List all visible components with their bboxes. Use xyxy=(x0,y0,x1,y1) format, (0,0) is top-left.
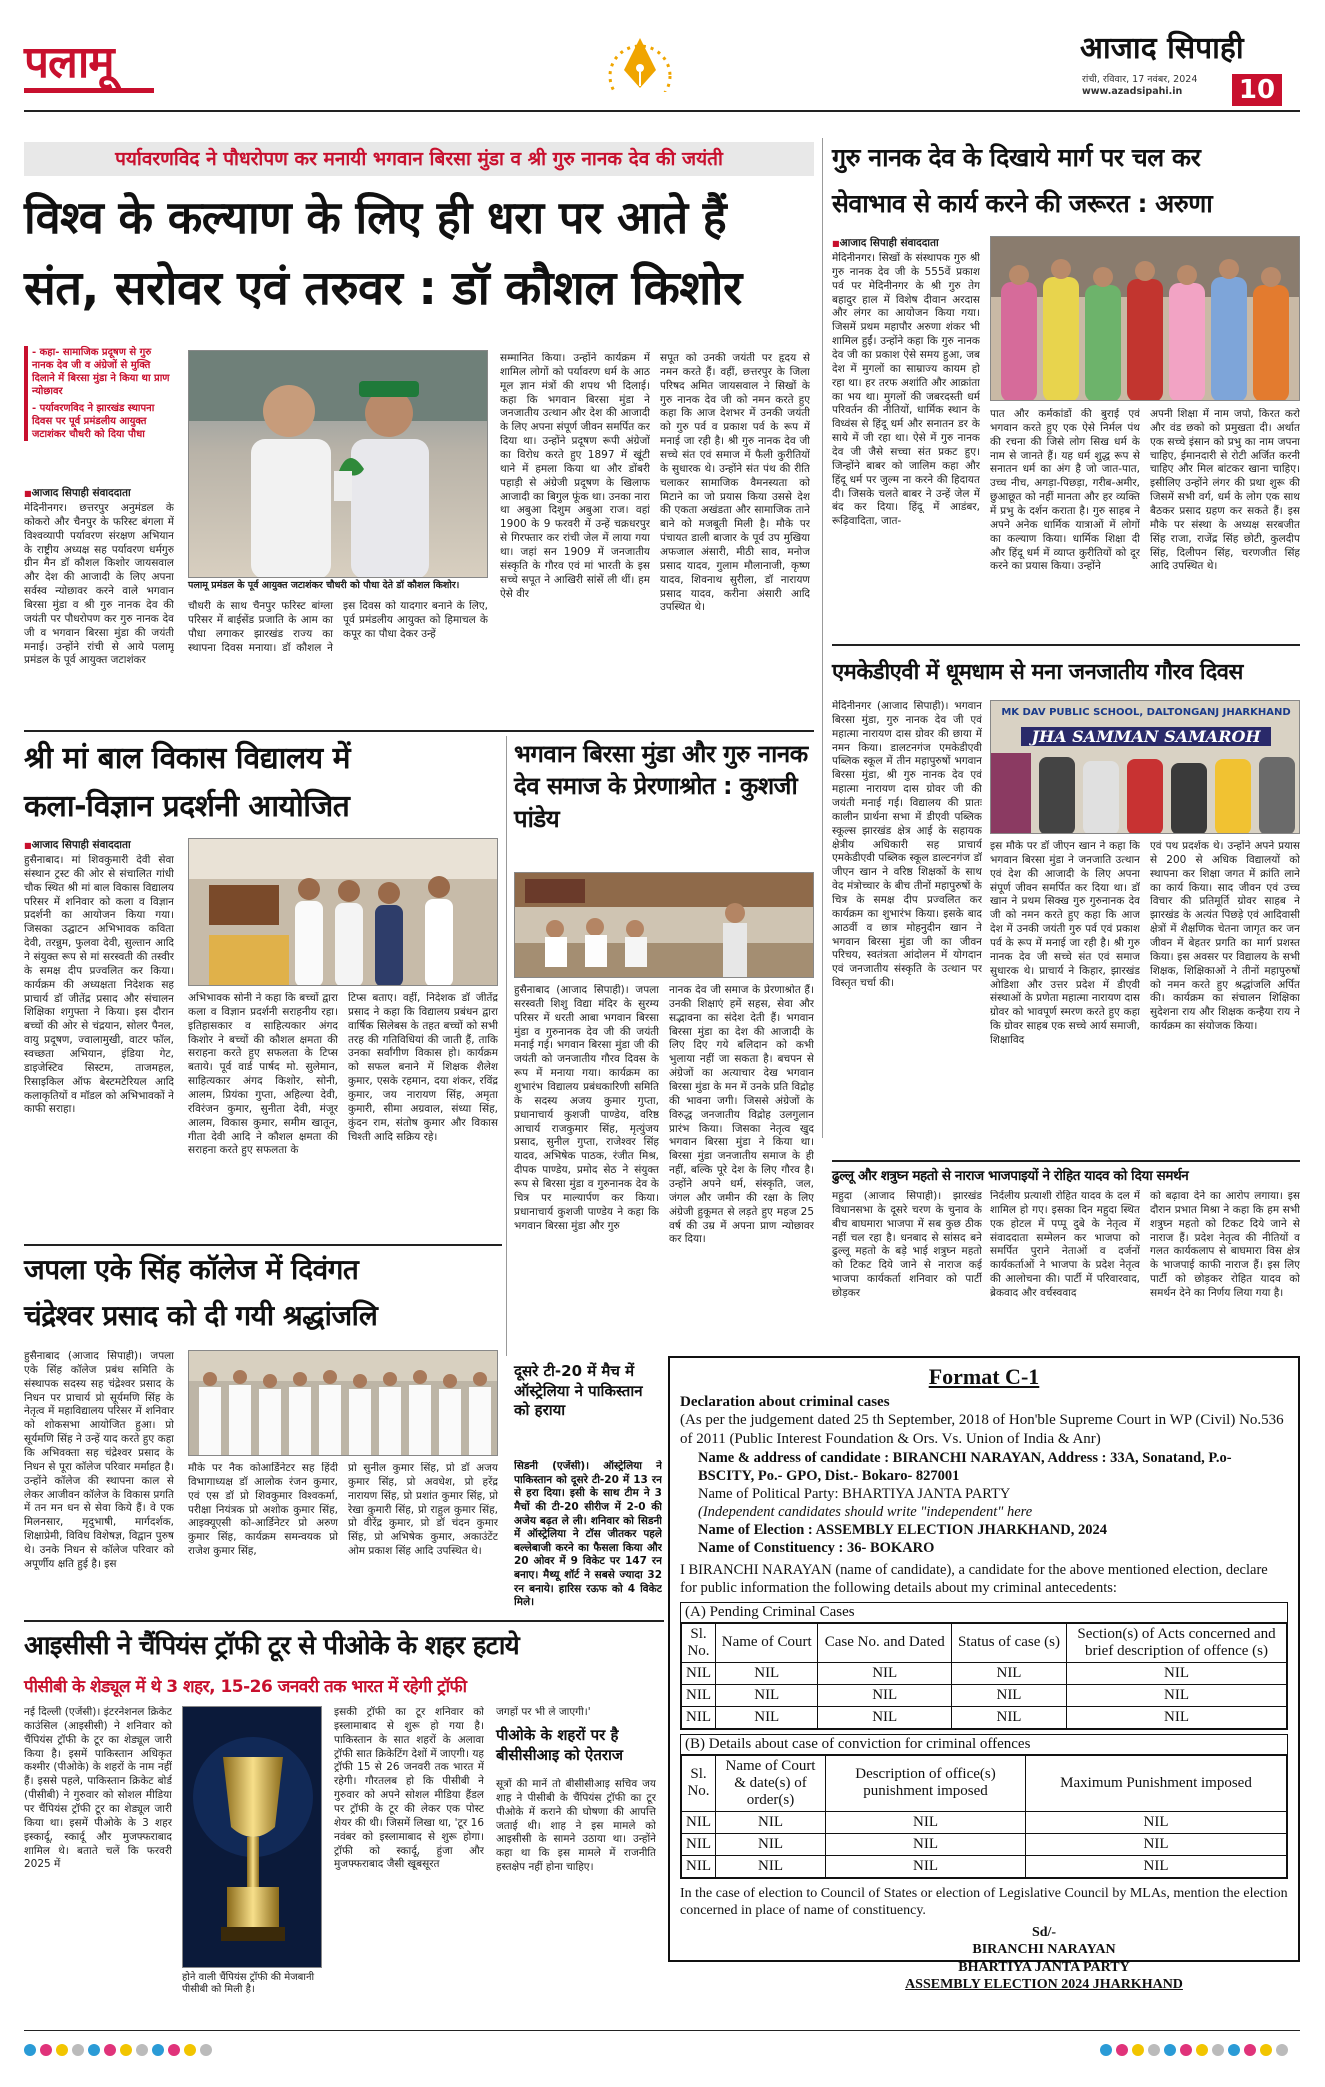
table-cell: NIL xyxy=(818,1662,952,1684)
masthead-rule xyxy=(24,110,1300,112)
politics-column-3: को बढ़ावा देने का आरोप लगाया। इस दौरान प्रभात मिश्रा ने कहा कि हम सभी शत्रुघ्न महतो को टिकट दिये जाने से नाराज हैं। प्रदेश नेतृत्व की नीतियों व गलत कार्यकलाप से बाघमारा विस क्षेत्र के भाजपाई काफी नाराज हैं। इस लिए पार्टी को छोड़कर रोहित यादव को समर्थन देने का निर्णय लिया गया है। xyxy=(1150,1190,1300,1300)
date-line: रांची, रविवार, 17 नवंबर, 2024 xyxy=(1082,74,1198,85)
website-link[interactable]: www.azadsipahi.in xyxy=(1082,86,1183,97)
registration-dot xyxy=(1276,2044,1288,2056)
lead-byline: ■ आजाद सिपाही संवाददाता xyxy=(24,486,174,500)
footer-note: In the case of election to Council of States or election of Legislative Council by MLAs, mention the election concerned in place of name of constituency. xyxy=(680,1885,1288,1918)
icc-headline: आइसीसी ने चैंपियंस ट्रॉफी टूर से पीओके के शहर हटाये xyxy=(24,1631,519,1661)
japla-column-2: मौके पर नैक कोआर्डिनेटर सह हिंदी विभागाध्यक्ष डॉ आलोक रंजन कुमार, एवं एस डॉ प्रो शिवकुमार विश्वकर्मा, परीक्षा नियंत्रक प्रो अशोक कुमार सिंह, आइक्यूएसी को-आर्डिनेटर प्रो अरुण कुमार सिंह, कार्यक्रम समन्वयक प्रो राजेश कुमार सिंह, xyxy=(188,1462,338,1558)
birsa-column-1: हुसैनाबाद (आजाद सिपाही)। जपला सरस्वती शिशु विद्या मंदिर के सुरम्य परिसर में धरती आबा भगवान बिरसा मुंडा व गुरुनानक देव जी की जयंती मनाई गई। भगवान बिरसा मुंडा जी की जयंती को जनजातीय गौरव दिवस के रूप में मनाया गया। कार्यक्रम का शुभारंभ विद्यालय प्रबंधकारिणी समिति के सदस्य अजय कुमार गुप्ता, प्रधानाचार्य कुशजी पाण्डेय, वरिष्ठ आचार्य राजकुमार सिंह, मृत्युंजय प्रसाद, सुनील गुप्ता, राजेश्वर सिंह यादव, अभिषेक पाठक, रंजीत मिश्र, दीपक पाण्डेय, प्रमोद सेठ ने संयुक्त रूप से बिरसा मुंडा व गुरुनानक देव के चित्र पर माल्यार्पण कर किया। प्रधानाचार्य कुशजी पाण्डेय ने कहा कि भगवान बिरसा मुंडा और गुरु xyxy=(514,984,659,1232)
footer-rule xyxy=(24,2030,1300,2031)
guru-photo xyxy=(990,236,1300,401)
school-column-1: हुसैनाबाद। मां शिवकुमारी देवी सेवा संस्थान ट्रस्ट की ओर से संचालित गांधी चौक स्थित श्री मां बाल विकास विद्यालय परिसर में शनिवार को कला व विज्ञान प्रदर्शनी का आयोजन किया गया। जिसका उद्घाटन अभिभावक कविता देवी, तरन्नुम, फुलवा देवी, सुल्तान आदि ने संयुक्त रूप से मां सरस्वती की तस्वीर के समक्ष दीप प्रज्वलित कर किया। कार्यक्रम की अध्यक्षता निदेशक सह प्राचार्य डॉ जीतेंद्र प्रसाद और संचालन शिक्षिका शगुफ्ता ने किया। इस दौरान बच्चों की ओर से चंद्रयान, सोलर पैनल, वायु प्रदूषण, ज्वालामुखी, वाटर फॉल, स्वच्छता अभियान, इंडिया गेट, डाइजेस्टिव सिस्टम, ताजमहल, रिसाइकिल ऑफ बेस्टमटेरियल आदि कलाकृतियों व मॉडल को अभिभावकों ने काफी सराहा। xyxy=(24,854,174,1116)
birsa-photo xyxy=(514,872,814,978)
table-a-header: Case No. and Dated xyxy=(818,1623,952,1662)
table-cell: NIL xyxy=(826,1833,1026,1855)
school-headline-line-2: कला-विज्ञान प्रदर्शनी आयोजित xyxy=(24,789,350,824)
table-cell: NIL xyxy=(951,1662,1066,1684)
school-byline: ■ आजाद सिपाही संवाददाता xyxy=(24,838,184,852)
registration-dot xyxy=(1132,2044,1144,2056)
table-cell: NIL xyxy=(818,1684,952,1706)
table-cell: NIL xyxy=(682,1855,716,1877)
table-cell: NIL xyxy=(682,1811,716,1833)
trophy-photo xyxy=(182,1706,322,1968)
mid-divider-left xyxy=(24,730,814,732)
politics-column-2: निर्दलीय प्रत्याशी रोहित यादव के दल में शामिल हो गए। इसका दिन महुदा स्थित एक होटल में पप्पू दुबे के नेतृत्व में संवाददाता सम्मेलन कर भाजपा को समर्पित पुराने नेताओं व दर्जनों कार्यकर्ताओं ने भाजपा के प्रदेश नेतृत्व की आलोचना की। पार्टी में परिवारवाद, ब्रेकवाद और वर्चस्ववाद xyxy=(990,1190,1140,1300)
icc-column-2: इसकी ट्रॉफी का टूर शनिवार को इस्लामाबाद से शुरू हो गया है। पाकिस्तान के सात शहरों के अलावा ट्रॉफी सात क्रिकेटिंग देशों में जाएगी। यह ट्रॉफी 15 से 26 जनवरी तक भारत में रहेगी। गौरतलब हो कि पीसीबी ने गुरुवार को अपने सोशल मीडिया हैंडल पर ट्रॉफी के टूर की लेकर एक पोस्ट शेयर की थी। जिसमें लिखा था, 'टूर 16 नवंबर को इस्लामाबाद से शुरू होगा। ट्रॉफी को स्कार्दू, हुंजा और मुजफ्फराबाद जैसी खूबसूरत xyxy=(334,1706,484,1871)
icc-column-3: सूत्रों की मानें तो बीसीसीआइ सचिव जय शाह ने पीसीबी के चैंपियंस ट्रॉफी का टूर पीओके में कराने की घोषणा की आपत्ति जताई थी। शाह ने इस मामले को आइसीसी के सामने उठाया था। उन्होंने कहा था कि इस मामले में राजनीति हस्तक्षेप नहीं होना चाहिए। xyxy=(496,1778,656,1874)
adivasi-column-1: मेदिनीनगर (आजाद सिपाही)। भगवान बिरसा मुंडा, गुरु नानक देव जी एवं महात्मा नारायण दास ग्रोवर की छाया में नमन किया। डालटनगंज एमकेडीएवी पब्लिक स्कूल में तीन महापुरुषों भगवान बिरसा मुंडा, श्री गुरु नानक देव एवं महात्मा नारायण दास ग्रोवर जी की जयंती मनाई गई। विद्यालय की प्रातः कालीन प्रार्थना सभा में डीएवी पब्लिक स्कूल्स झारखंड क्षेत्र आई के सहायक क्षेत्रीय अधिकारी सह प्राचार्य एमकेडीएवी पब्लिक स्कूल डाल्टनगंज डॉ जीएन खान ने वरिष्ठ शिक्षकों के साथ वेद मंत्रोच्चार के बीच तीनों महापुरुषों के चित्र के समक्ष दीप प्रज्वलित कर कार्यक्रम का शुभारंभ किया। इसके बाद आठवीं व छात्र मोहनुदीन खान ने भगवान बिरसा मुंडा जी का जीवन परिचय, स्वतंत्रता आंदोलन में योगदान एवं जनजातीय संस्कृति के उत्थान पर विस्तृत चर्चा की। xyxy=(832,700,982,990)
school-headline-line-1: श्री मां बाल विकास विद्यालय में xyxy=(24,741,351,776)
table-cell: NIL xyxy=(716,1662,818,1684)
lead-headline-line-2: संत, सरोवर एवं तरुवर : डॉ कौशल किशोर xyxy=(24,261,742,316)
registration-dot xyxy=(1244,2044,1256,2056)
registration-dot xyxy=(56,2044,68,2056)
japla-photo xyxy=(188,1350,498,1456)
table-row xyxy=(682,1706,1287,1728)
signature-name: BIRANCHI NARAYAN xyxy=(972,1942,1116,1957)
pen-nib-logo xyxy=(600,30,680,92)
registration-dot xyxy=(24,2044,36,2056)
note-line: (Independent candidates should write "independent" here xyxy=(698,1503,1033,1520)
table-cell: NIL xyxy=(1026,1855,1287,1877)
registration-dot xyxy=(120,2044,132,2056)
table-row xyxy=(682,1855,1287,1877)
lead-column-1: मेदिनीनगर। छत्तरपुर अनुमंडल के कोकरो और चैनपुर के फरिस्ट बंगला में विश्वव्यापी पर्यावरण संरक्षण अभियान के राष्ट्रीय अध्यक्ष सह पर्यावरण धर्मगुरु ग्रीन मैन डॉ कौशल किशोर जायसवाल और देश की आजादी के लिए अपना सर्वस्व न्योछावर करने वाले भगवान बिरसा मुंडा व श्री गुरु नानक देव की जयंती पर पौधरोपण कर गुरु नानक देव जी व भगवान बिरसा मुंडा की जयंती मनाई। उन्होंने रांची से आये पलामू प्रमंडल के पूर्व आयुक्त जटाशंकर xyxy=(24,502,174,667)
table-cell: NIL xyxy=(682,1833,716,1855)
table-cell: NIL xyxy=(716,1855,826,1877)
table-row xyxy=(682,1684,1287,1706)
format-title: Format C-1 xyxy=(928,1364,1040,1389)
lead-bullets xyxy=(24,346,172,441)
birsa-column-2: नानक देव जी समाज के प्रेरणाश्रोत हैं। उनकी शिक्षाएं हमें सहस, सेवा और सद्भावना का संदेश देती हैं। भगवान बिरसा मुंडा का देश की आजादी के लिए दिए गये बलिदान को कभी भुलाया नहीं जा सकता है। बचपन से अंग्रेजों का अत्याचार देख भगवान बिरसा मुंडा के मन में उनके प्रति विद्रोह की भावना जगी। जिससे अंग्रेजों के विरुद्ध जनजातीय विद्रोह उलगुलान प्रारंभ किया। जिसका नेतृत्व खुद भगवान बिरसा मुंडा ने किया था। बिरसा मुंडा जनजातीय समाज के ही नहीं, बल्कि पूरे देश के लिए गौरव है। उन्होंने अपने धर्म, संस्कृति, जल, जंगल और जमीन की रक्षा के लिए अंग्रेजी हुकूमत से लड़ते हुए महज 25 वर्ष की उम्र में अपना प्राण न्योछावर कर दिया। xyxy=(669,984,814,1246)
registration-dot xyxy=(152,2044,164,2056)
signature-sd: Sd/- xyxy=(1031,1924,1057,1940)
registration-dot xyxy=(168,2044,180,2056)
table-cell: NIL xyxy=(1026,1811,1287,1833)
table-b-header: Sl. No. xyxy=(682,1755,716,1811)
cricket-headline: दूसरे टी-20 में मैच में ऑस्ट्रेलिया ने पाकिस्तान को हराया xyxy=(514,1362,643,1419)
adivasi-column-2: इस मौके पर डॉ जीएन खान ने कहा कि भगवान बिरसा मुंडा ने जनजाति उत्थान एवं देश की आजादी के लिए अपना संपूर्ण जीवन समर्पित कर दिया था। डॉ खान ने प्रथम सिक्ख गुरु गुरुनानक देव जी को नमन करते हुए कहा कि आज देश में उनकी जयंती गुरु पर्व एवं प्रकाश पर्व के रूप में मनाई जा रही है। श्री गुरु नानक देव जी सच्चे संत एवं समाज सुधारक थे। प्राचार्य ने किहार, झारखंड ओडिशा और उत्तर प्रदेश में डीएवी संस्थाओं के प्रणेता महात्मा नारायण दास ग्रोवर को भावपूर्ण स्मरण करते हुए कहा कि ग्रोवर साहब एक सच्चे आर्य समाजी, शिक्षाविद xyxy=(990,840,1140,1047)
japla-headline-line-2: चंद्रेश्वर प्रसाद को दी गयी श्रद्धांजलि xyxy=(24,1299,378,1332)
registration-dot xyxy=(1180,2044,1192,2056)
cricket-body: सिडनी (एजेंसी)। ऑस्ट्रेलिया ने पाकिस्तान को दूसरे टी-20 में 13 रन से हरा दिया। इसी के साथ टीम ने 3 मैचों की टी-20 सीरीज में 2-0 की अजेय बढ़त ले ली। शनिवार को सिडनी में ऑस्ट्रेलिया ने टॉस जीतकर पहले बल्लेबाजी करने का फैसला किया और 20 ओवर में 9 विकेट पर 147 रन बनाए। मैथ्यू शॉर्ट ने सबसे ज्यादा 32 रन बनाये। हारिस रऊफ को 4 विकेट मिले। xyxy=(514,1460,662,1609)
registration-dot xyxy=(104,2044,116,2056)
icc-column-1: नई दिल्ली (एजेंसी)। इंटरनेशनल क्रिकेट काउंसिल (आइसीसी) ने शनिवार को चैंपियंस ट्रॉफी के टूर का शेड्यूल जारी किया है। इसमें पाकिस्तान अधिकृत कश्मीर (पीओके) के शहरों के नाम नहीं हैं। इससे पहले, पाकिस्तान क्रिकेट बोर्ड (पीसीबी) ने गुरुवार को सोशल मीडिया पर चैंपियंस ट्रॉफी टूर का शेड्यूल जारी किया था। इसमें पीओके के 3 शहर इस्कार्दू, स्कार्दू और मुजफ्फराबाद शामिल थे। बताते चलें कि फरवरी 2025 में xyxy=(24,1706,172,1871)
registration-dot xyxy=(1100,2044,1112,2056)
icc-subhead: पीसीबी के शेड्यूल में थे 3 शहर, 15-26 जनवरी तक भारत में रहेगी ट्रॉफी xyxy=(24,1677,467,1697)
signature-party: BHARTIYA JANTA PARTY xyxy=(958,1959,1130,1975)
registration-dot xyxy=(1260,2044,1272,2056)
lead-headline-line-1: विश्व के कल्याण के लिए ही धरा पर आते हैं xyxy=(24,191,727,244)
icc-column-3-top: जगहों पर भी ले जाएगी।' xyxy=(496,1706,591,1718)
guru-byline: ■ आजाद सिपाही संवाददाता xyxy=(832,236,982,250)
registration-dot xyxy=(136,2044,148,2056)
guru-column-1: मेदिनीनगर। सिखों के संस्थापक गुरु श्री गुरु नानक देव जी के 555वें प्रकाश पर्व पर मेदिनीनगर के श्री गुरु तेग बहादुर हाल में विशेष दीवान अरदास और लंगर का आयोजन किया गया। जिसमें प्रथम महापौर अरुणा शंकर भी शामिल हुईं। उन्होंने कहा कि गुरु नानक देव जी का प्रकाश ऐसे समय हुआ, जब देश में मुगलों का साम्राज्य कायम हो रहा था। हर तरफ अशांति और आक्रांता का भय था। मुगलों की जबरदस्ती धर्म परिवर्तन की नीतियों, धार्मिक स्थान के विध्वंस से हिंदू धर्म और सनातन डर के साये में जी रहा था। ऐसे में गुरु नानक देव जी जैसे सच्चा संत प्रकट हुए। जिन्होंने बाबर को जालिम कहा और हिंदू धर्म पर जुल्म ना करने की हिदायत दी। जिसके चलते बाबर ने उन्हें जेल में बंद कर दिया। हिंदू में आडंबर, रूढ़िवादिता, जात- xyxy=(832,252,980,528)
table-cell: NIL xyxy=(716,1684,818,1706)
registration-dot xyxy=(1148,2044,1160,2056)
table-cell: NIL xyxy=(1067,1706,1287,1728)
table-cell: NIL xyxy=(716,1811,826,1833)
registration-dot xyxy=(184,2044,196,2056)
right-divider-1 xyxy=(832,644,1300,646)
section-title: पलामू xyxy=(24,37,114,88)
table-cell: NIL xyxy=(951,1684,1066,1706)
registration-dot xyxy=(1228,2044,1240,2056)
registration-dot xyxy=(88,2044,100,2056)
lead-photo-caption: पलामू प्रमंडल के पूर्व आयुक्त जटाशंकर चौधरी को पौधा देते डॉ कौशल किशोर। xyxy=(188,580,460,591)
right-divider-2 xyxy=(832,1160,1300,1162)
table-cell: NIL xyxy=(716,1833,826,1855)
section-underline xyxy=(24,88,154,93)
registration-dot xyxy=(1164,2044,1176,2056)
declaration-intro: (As per the judgement dated 25 th September, 2018 of Hon'ble Supreme Court in WP (Civil) No.536 of 2011 (Public Interest Foundation & Ors. Vs. Union of India & Anr) xyxy=(680,1412,1284,1447)
adivasi-headline: एमकेडीएवी में धूमधाम से मना जनजातीय गौरव दिवस xyxy=(832,660,1243,685)
table-cell: NIL xyxy=(1067,1662,1287,1684)
registration-dot xyxy=(1116,2044,1128,2056)
table-cell: NIL xyxy=(826,1855,1026,1877)
footer-dots-right xyxy=(1100,2044,1300,2058)
table-a-header: Status of case (s) xyxy=(951,1623,1066,1662)
adivasi-photo xyxy=(990,700,1300,834)
adivasi-column-3: एवं पथ प्रदर्शक थे। उन्होंने अपने प्रयास से 200 से अधिक विद्यालयों को स्थापना कर शिक्षा जगत में क्रांति लाने का कार्य किया। साद जीवन एवं उच्च विचार की प्रतिमूर्ति ग्रोवर साहब ने झारखंड के अत्यंत पिछड़े एवं आदिवासी क्षेत्रों में शैक्षणिक चेतना जागृत कर जन जीवन में बेहतर प्रगति का मार्ग प्रशस्त किया। इस अवसर पर विद्यालय के सभी शिक्षक, शिक्षिकाओं ने तीनों महापुरुषों को नमन करते हुए श्रद्धांजलि अर्पित की। कार्यक्रम का संचालन शिक्षिका सुदेशना राय और शिक्षक कन्हैया राय ने कार्यक्रम का संयोजक किया। xyxy=(1150,840,1300,1033)
footer-dots-left xyxy=(24,2044,224,2058)
signature-election: ASSEMBLY ELECTION 2024 JHARKHAND xyxy=(905,1977,1183,1992)
vertical-divider xyxy=(822,138,823,1138)
lead-photo xyxy=(188,350,488,578)
table-cell: NIL xyxy=(1026,1833,1287,1855)
constituency-line: Name of Constituency : 36- BOKARO xyxy=(698,1540,935,1557)
table-a-header: Section(s) of Acts concerned and brief description of offence (s) xyxy=(1067,1623,1287,1662)
table-cell: NIL xyxy=(826,1811,1026,1833)
banner-title: MK DAV PUBLIC SCHOOL, DALTONGANJ JHARKHAND xyxy=(1001,707,1291,718)
page-number: 10 xyxy=(1232,74,1282,106)
trophy-photo-caption: होने वाली चैंपियंस ट्रॉफी की मेजबानी पीसीबी को मिली है। xyxy=(182,1972,315,1995)
party-line: Name of Political Party: BHARTIYA JANTA PARTY xyxy=(698,1485,1011,1502)
statement: I BIRANCHI NARAYAN (name of candidate), a candidate for the above mentioned election, declare for public information the following details about my criminal antecedents: xyxy=(680,1562,1268,1597)
format-c1-box xyxy=(668,1356,1300,1992)
school-column-2: अभिभावक सोनी ने कहा कि बच्चों द्वारा कला व विज्ञान प्रदर्शनी सराहनीय रहा। इतिहासकार व साहित्यकार अंगद किशोर ने बच्चों की कौशल क्षमता की सराहना करते हुए सफलता के टिप्स बताये। पूर्व वार्ड पार्षद मो. सुलेमान, साहित्यकार अंगद किशोर, सोनी, आलम, प्रियंका गुप्ता, अहिल्या देवी, रविरंजन कुमार, सुनीता देवी, मंजूर आलम, विकास कुमार, समीम खातून, गीता देवी आदि ने कौशल क्षमता की सराहना करते हुए सफलता के xyxy=(188,992,338,1157)
guru-headline-line-1: गुरु नानक देव के दिखाये मार्ग पर चल कर xyxy=(832,143,1201,172)
registration-dot xyxy=(40,2044,52,2056)
paper-name: आजाद सिपाही xyxy=(1080,31,1244,66)
table-a-header: Name of Court xyxy=(716,1623,818,1662)
table-cell: NIL xyxy=(682,1706,716,1728)
registration-dot xyxy=(200,2044,212,2056)
table-cell: NIL xyxy=(716,1706,818,1728)
section-a-title: (A) Pending Criminal Cases xyxy=(681,1603,1287,1623)
table-b-header: Description of office(s) punishment imposed xyxy=(826,1755,1026,1811)
lead-kicker: पर्यावरणविद ने पौधरोपण कर मनायी भगवान बिरसा मुंडा व श्री गुरु नानक देव की जयंती xyxy=(24,142,814,176)
registration-dot xyxy=(72,2044,84,2056)
registration-dot xyxy=(1212,2044,1224,2056)
candidate-line: Name & address of candidate : BIRANCHI NARAYAN, Address : 33A, Sonatand, P.o- BSCITY, Po.- GPO, Dist.- Bokaro- 827001 xyxy=(698,1449,1232,1484)
table-cell: NIL xyxy=(818,1706,952,1728)
conviction-table xyxy=(681,1755,1287,1878)
japla-column-1: हुसैनाबाद (आजाद सिपाही)। जपला एके सिंह कॉलेज प्रबंध समिति के संस्थापक सदस्य सह चंद्रेश्वर प्रसाद के निधन पर प्राचार्य प्रो सूर्यमणि सिंह के नेतृत्व में महाविद्यालय परिसर में शनिवार को शोकसभा आयोजित हुआ। प्रो सूर्यमणि सिंह ने उन्हें याद करते हुए कहा कि अभिवक्ता सह चंद्रेश्वर प्रसाद के निधन से पूरा कॉलेज परिवार मर्माहत है। उन्होंने कॉलेज की स्थापना काल से लेकर आजीवन कॉलेज के विकास प्रगति में तन मन धन से सेवा किये हैं। वे एक मिलनसार, मृदुभाषी, मार्गदर्शक, शिक्षाप्रेमी, विविध विशेषज्ञ, विद्वान पुरुष थे। उनके निधन से कॉलेज परिवार को अपूर्णीय क्षति हुई है। इस xyxy=(24,1350,174,1570)
icc-column-3-subhead: पीओके के शहरों पर है बीसीसीआइ को ऐतराज xyxy=(496,1726,624,1764)
banner-subtitle: JHA SAMMAN SAMAROH xyxy=(1021,727,1271,746)
registration-dot xyxy=(1196,2044,1208,2056)
table-cell: NIL xyxy=(682,1684,716,1706)
guru-headline-line-2: सेवाभाव से कार्य करने की जरूरत : अरुणा xyxy=(832,189,1213,218)
table-b-header: Maximum Punishment imposed xyxy=(1026,1755,1287,1811)
lead-column-3: सम्मानित किया। उन्होंने कार्यक्रम में शामिल लोगों को पर्यावरण धर्म के आठ मूल ज्ञान मंत्रों की शपथ भी दिलाई। कहा कि भगवान बिरसा मुंडा ने जनजातीय उत्थान और देश की आजादी के लिए अपना संपूर्ण जीवन समर्पित कर दिया था। उन्होंने प्रदूषण रूपी अंग्रेजों का विरोध करते हुए 1897 में खूंटी थाने में हमला किया था और डोंबरी पहाड़ी से अंग्रेजी प्रदूषण के खिलाफ आजादी का बिगुल फूंक था। उनका नारा था अबुआ दिशुम अबुआ राज। वहां 1900 के 9 फरवरी में उन्हें चक्रधरपुर से गिरफ्तार कर रांची जेल में लाया गया था। जहां सन 1909 में जनजातीय संस्कृति के गौरव एवं मां भारती के इस सच्चे सपूत ने आखिरी सांसें ली थीं। हम ऐसे वीर xyxy=(500,352,650,600)
school-photo xyxy=(188,838,498,986)
birsa-divider xyxy=(506,736,507,1356)
table-cell: NIL xyxy=(951,1706,1066,1728)
pending-cases-table xyxy=(681,1623,1287,1729)
japla-headline-line-1: जपला एके सिंह कॉलेज में दिवंगत xyxy=(24,1253,359,1286)
politics-column-1: महुदा (आजाद सिपाही)। झारखंड विधानसभा के दूसरे चरण के चुनाव के बीच बाघमारा भाजपा में सब कुछ ठीक नहीं चल रहा है। धनबाद से सांसद बने ढुल्लू महतो के बड़े भाई शत्रुघ्न महतो को टिकट दिये जाने से नाराज कई भाजपा कार्यकर्ता शनिवार को पार्टी छोड़कर xyxy=(832,1190,982,1300)
school-column-3: टिप्स बताए। वहीं, निदेशक डॉ जीतेंद्र प्रसाद ने कहा कि विद्यालय प्रबंधन द्वारा वार्षिक सिलेबस के तहत बच्चों को सभी तरह की गतिविधियां की जाती हैं, ताकि उनका सर्वांगीण विकास हो। कार्यक्रम को सफल बनाने में शिक्षक शैलेश कुमार, एसके रहमान, दया शंकर, रविंद्र कुमार, जय नारायण सिंह, अमृता कुमारी, सीमा अग्रवाल, संध्या सिंह, कुंदन राम, संतोष कुमार और विकास चिश्ती आदि सक्रिय रहे। xyxy=(348,992,498,1143)
lead-bullet-1: - कहा- सामाजिक प्रदूषण से गुरु नानक देव जी व अंग्रेजों से मुक्ति दिलाने में बिरसा मुंडा ने किया था प्राण न्योछावर xyxy=(32,347,170,397)
table-cell: NIL xyxy=(1067,1684,1287,1706)
table-row xyxy=(682,1662,1287,1684)
table-row xyxy=(682,1811,1287,1833)
table-cell: NIL xyxy=(682,1662,716,1684)
lead-column-2: चौधरी के साथ चैनपुर फरिस्ट बांग्ला परिसर में बाईसेंड प्रजाति के आम का पौधा लगाकर झारखंड राज्य का स्थापना दिवस मनाया। डॉ कौशल ने इस दिवस को यादगार बनाने के लिए, पूर्व प्रमंडलीय आयुक्त को हिमाचल के कपूर का पौधा देकर उन्हें xyxy=(188,600,488,654)
japla-column-3: प्रो सुनील कुमार सिंह, प्रो डॉ अजय कुमार सिंह, प्रो अवधेश, प्रो हरेंद्र नारायण सिंह, प्रो प्रशांत कुमार सिंह, प्रो रेखा कुमारी सिंह, प्रो राहुल कुमार सिंह, प्रो वीरेंद्र कुमार, प्रो डॉ चंदन कुमार सिंह, प्रो अभिषेक कुमार, अकाउंटेंट ओम प्रकाश सिंह आदि उपस्थित थे। xyxy=(348,1462,498,1558)
lead-bullet-2: - पर्यावरणविद ने झारखंड स्थापना दिवस पर पूर्व प्रमंडलीय आयुक्त जटाशंकर चौधरी को दिया पौधा xyxy=(32,403,155,440)
table-b-header: Name of Court & date(s) of order(s) xyxy=(716,1755,826,1811)
declaration-title: Declaration about criminal cases xyxy=(680,1394,890,1410)
section-b-title: (B) Details about case of conviction for criminal offences xyxy=(681,1735,1287,1755)
birsa-headline: भगवान बिरसा मुंडा और गुरु नानक देव समाज के प्रेरणाश्रोत : कुशजी पांडेय xyxy=(514,740,808,833)
guru-column-3: अपनी शिक्षा में नाम जपो, किरत करो और वंड छको को प्रमुखता दी। अर्थात एक सच्चे इंसान को प्रभु का नाम जपना चाहिए, ईमानदारी से रोटी अर्जित करनी चाहिए और मिल बांटकर खाना चाहिए। इसीलिए उन्होंने लंगर की प्रथा शुरू की जिसमें सभी वर्ग, धर्म के लोग एक साथ बैठकर प्रसाद ग्रहण कर सकते हैं। इस मौके पर संस्था के अध्यक्ष सरबजीत सिंह राजा, राजेंद्र सिंह छोटी, कुलदीप सिंह, दिलीपन सिंह, चरणजीत सिंह आदि उपस्थित थे। xyxy=(1150,408,1300,573)
guru-column-2: पात और कर्मकांडों की बुराई एवं भगवान करते हुए एक ऐसे निर्मल पंथ की रचना की जिसे लोग सिख धर्म के नाम से जानते हैं। यह धर्म शुद्ध रूप से सनातन धर्म का अंग है जो जात-पात, उच्च नीच, अगड़ा-पिछड़ा, गरीब-अमीर, छुआछूत को नहीं मानता और हर व्यक्ति में प्रभु के दर्शन कराता है। गुरु साहब ने अपने अनेक धार्मिक यात्राओं में लोगों का कल्याण किया। धार्मिक शिक्षा दी और हिंदू धर्म में व्याप्त कुरीतियों को दूर करने का प्रयास किया। उन्होंने xyxy=(990,408,1140,573)
election-line: Name of Election : ASSEMBLY ELECTION JHARKHAND, 2024 xyxy=(698,1522,1107,1538)
icc-top-rule xyxy=(24,1620,664,1622)
table-row xyxy=(682,1833,1287,1855)
politics-headline: ढुल्लू और शत्रुघ्न महतो से नाराज भाजपाइयों ने रोहित यादव को दिया समर्थन xyxy=(832,1168,1189,1184)
table-a-header: Sl. No. xyxy=(682,1623,716,1662)
lead-column-4: सपूत को उनकी जयंती पर हृदय से नमन करते हैं। वहीं, छत्तरपुर के जिला परिषद अमित जायसवाल ने सिखों के गुरु नानक देव जी को नमन करते हुए कहा कि आज देशभर में उनकी जयंती को गुरु पर्व व प्रकाश पर्व के रूप में मनाई जा रही है। श्री गुरु नानक देव जी सच्चे संत एवं समाज में फैली कुरीतियों के सुधारक थे। उन्होंने संत पंथ की रीति चलाकर सामाजिक वैमनस्यता को मिटाने का जो प्रयास किया उससे देश की एकता अखंडता और सामाजिक ताने बाने को मजबूती मिली है। मौके पर पंचायत डाली बाजार के पूर्व उप मुखिया अफजाल अंसारी, मीठी साव, मनोज प्रसाद यादव, गुलाम मौलानाजी, कृष्ण यादव, शिवनाथ सुरीला, डॉ नारायण प्रसाद यादव, करीना अंसारी आदि उपस्थित थे। xyxy=(660,352,810,614)
school-bottom-rule xyxy=(24,1244,502,1246)
